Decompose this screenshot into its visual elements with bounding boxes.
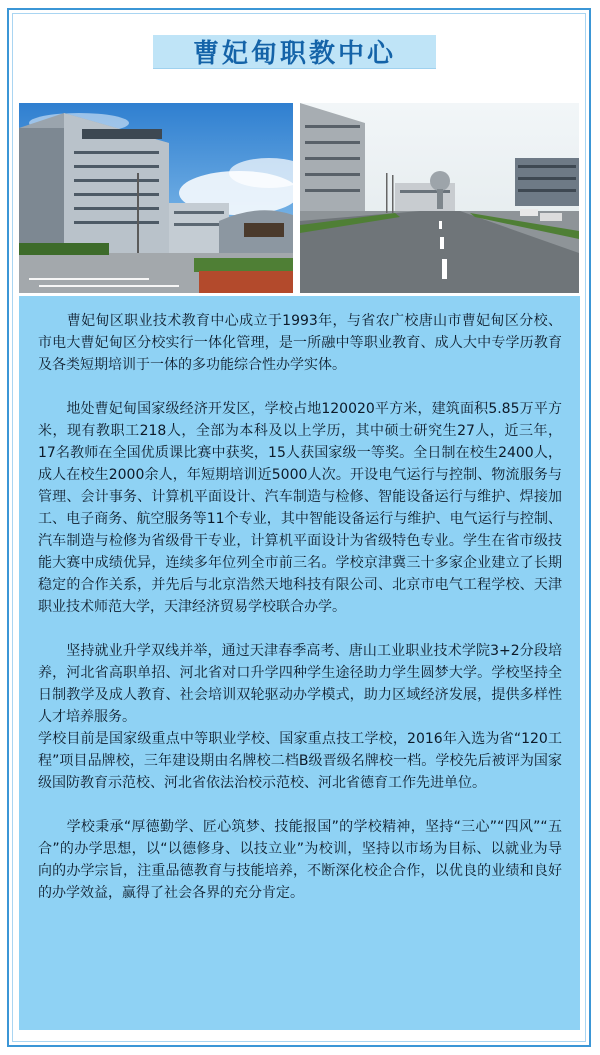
- paragraph-spacer: [38, 794, 562, 816]
- school-introduction-panel: [19, 296, 580, 1030]
- intro-paragraph-honors: 学校目前是国家级重点中等职业学校、国家重点技工学校，2016年入选为省“120工程”项目品牌校，三年建设期由名牌校二档B级晋级名牌校一档。学校先后被评为国家级国防教育示范校、河北省依法治校示范校、河北省德育工作先进单位。: [38, 731, 562, 791]
- intro-paragraph-pathways: 坚持就业升学双线并举，通过天津春季高考、唐山工业职业技术学院3+2分段培养，河北省高职单招、河北省对口升学四种学生途径助力学生圆梦大学。学校坚持全日制教学及成人教育、社会培训双轮驱动办学模式，助力区域经济发展，提供多样性人才培养服务。: [38, 643, 562, 725]
- paragraph-spacer: [38, 376, 562, 398]
- title-banner: [153, 35, 436, 68]
- intro-paragraph-motto: 学校秉承“厚德勤学、匠心筑梦、技能报国”的学校精神，坚持“三心”“四风”“五合”的办学思想，以“以德修身、以技立业”为校训，坚持以市场为目标、以就业为导向的办学宗旨，注重品德教育与技能培养，不断深化校企合作，以优良的业绩和良好的办学效益，赢得了社会各界的充分肯定。: [38, 819, 562, 901]
- school-building-image: [19, 103, 293, 293]
- intro-paragraph-founding: 曹妃甸区职业技术教育中心成立于1993年，与省农广校唐山市曹妃甸区分校、市电大曹妃甸区分校实行一体化管理，是一所融中等职业教育、成人大中专学历教育及各类短期培训于一体的多功能综合性办学实体。: [38, 313, 562, 373]
- page-title: 曹妃甸职教中心: [192, 39, 396, 69]
- campus-road-photo: [300, 103, 579, 293]
- paragraph-spacer: [38, 618, 562, 640]
- intro-paragraph-facilities: 地处曹妃甸国家级经济开发区，学校占地120020平方米，建筑面积5.85万平方米，现有教职工218人，全部为本科及以上学历，其中硕士研究生27人，近三年，17名教师在全国优质课比赛中获奖，15人获国家级一等奖。全日制在校生2400人，成人在校生2000余人，年短期培训近5000人次。开设电气运行与控制、物流服务与管理、会计事务、计算机平面设计、汽车制造与检修、智能设备运行与维护、焊接加工、电子商务、航空服务等11个专业，其中智能设备运行与维护、电气运行与控制、汽车制造与检修为省级骨干专业，计算机平面设计为省级特色专业。学生在省市级技能大赛中成绩优异，连续多年位列全市前三名。学校京津冀三十多家企业建立了长期稳定的合作关系，并先后与北京浩然天地科技有限公司、北京市电气工程学校、天津职业技术师范大学，天津经济贸易学校联合办学。: [38, 401, 562, 615]
- campus-road-image: [300, 103, 579, 293]
- school-building-photo: [19, 103, 293, 293]
